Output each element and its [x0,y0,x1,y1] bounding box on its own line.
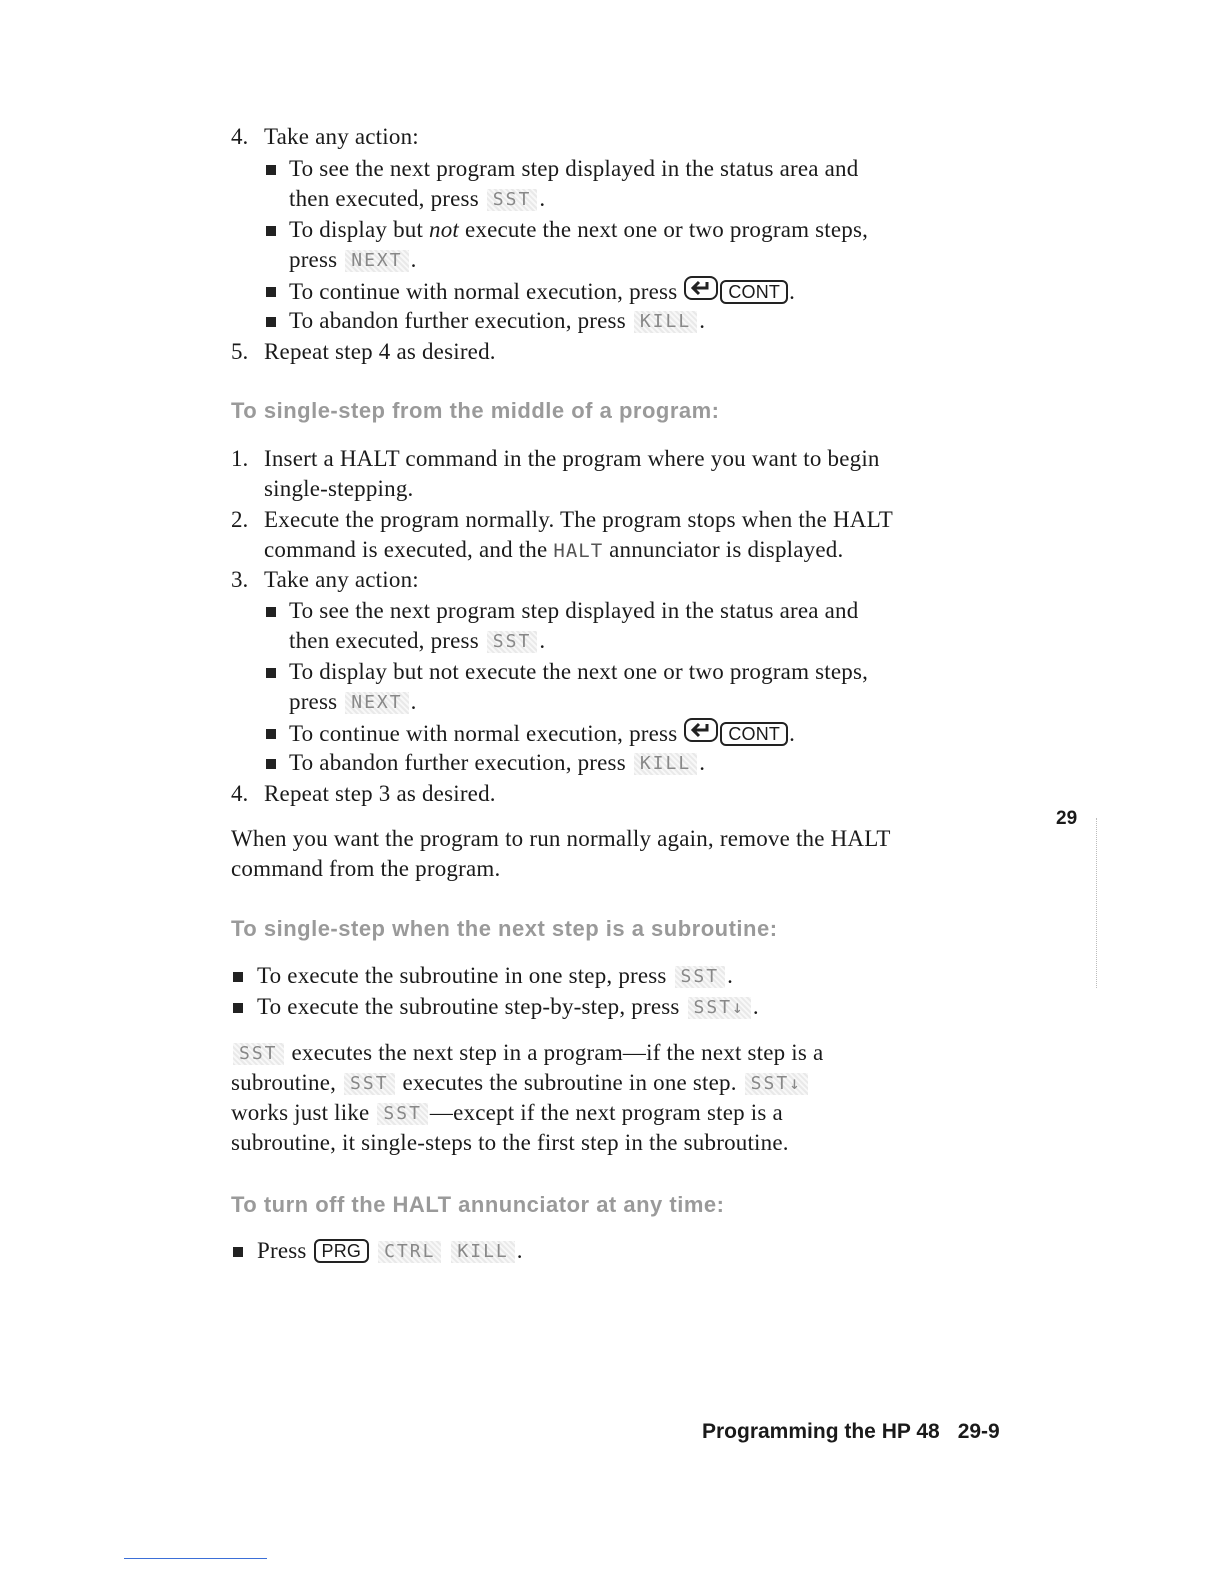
text-run: To abandon further execution, press [289,750,626,775]
bullet-icon [233,1003,243,1013]
step-number: 4. [231,781,249,806]
text-run: then executed, press [289,186,479,211]
bullet-text: To display but not execute the next one or two program steps, [289,659,869,684]
text-run: press [289,689,338,714]
bullet-text: To see the next program step displayed in the status area and [289,156,859,181]
page-number: 29-9 [957,1420,1000,1443]
step-text: Repeat step 3 as desired. [264,781,496,806]
chapter-tab: 29 [1056,808,1078,829]
left-shift-key-icon [684,718,718,742]
bullet-icon [266,165,276,175]
bullet-icon [266,729,276,739]
bullet-text: To abandon further execution, press KILL . [289,308,706,333]
step-text: Execute the program normally. The program stops when the HALT [264,507,893,532]
text-run: press [289,247,338,272]
text-run: —except if the next program step is a [429,1100,783,1125]
next-softkey: NEXT [345,250,408,272]
bullet-text: To continue with normal execution, press CONT . [289,718,795,749]
step-text: Repeat step 4 as desired. [264,339,496,364]
sst-softkey: SST [487,189,538,211]
chapter-tab-bar [1096,818,1098,988]
step-text-cont [264,535,843,566]
step-text: Take any action: [264,567,419,592]
kill-softkey: KILL [634,753,697,775]
bullet-text: To execute the subroutine in one step, press SST . [257,963,734,988]
step-number: 4. [231,124,249,149]
text-run: execute the next one or two program steps, [464,217,869,242]
bullet-text-cont: then executed, press SST . [289,186,546,211]
next-softkey: NEXT [345,692,408,714]
bullet-text-cont: press NEXT . [289,247,417,272]
sst-down-softkey: SST↓ [688,997,751,1019]
paragraph-line [231,1038,823,1068]
ctrl-softkey: CTRL [378,1241,441,1263]
bullet-text-cont: press NEXT . [289,689,417,714]
page-footer [702,1420,1000,1444]
text-run: executes the subroutine in one step. [402,1070,737,1095]
cont-key: CONT [720,280,788,304]
kill-softkey: KILL [634,311,697,333]
text-run: works just like [231,1100,370,1125]
sst-softkey: SST [344,1073,395,1095]
text-run: To execute the subroutine in one step, press [257,963,667,988]
bullet-icon [266,668,276,678]
text-run: command is executed, and the [264,537,548,562]
sst-softkey: SST [487,631,538,653]
step-number: 2. [231,507,249,532]
step-text: Take any action: [264,124,419,149]
bullet-icon [266,287,276,297]
text-run: To display but [289,217,424,242]
text-run: executes the next step in a program—if the next step is a [291,1040,824,1065]
footer-title: Programming the HP 48 [702,1420,940,1443]
sst-down-softkey: SST↓ [745,1073,808,1095]
bullet-text: To execute the subroutine step-by-step, press SST↓ . [257,994,759,1019]
emphasis: not [429,217,460,242]
section-heading: To single-step from the middle of a program: [231,398,720,423]
text-run: Press [257,1238,307,1263]
cont-key: CONT [720,722,788,746]
step-number: 3. [231,567,249,592]
bullet-icon [233,972,243,982]
text-run: subroutine, [231,1070,337,1095]
bullet-text: Press PRG CTRL KILL . [257,1238,523,1263]
step-text: Insert a HALT command in the program where you want to begin [264,446,880,471]
text-run: annunciator is displayed. [609,537,844,562]
sst-softkey: SST [675,966,726,988]
sst-softkey: SST [377,1103,428,1125]
text-run: To continue with normal execution, press [289,279,678,304]
paragraph-line: When you want the program to run normally again, remove the HALT [231,826,891,851]
section-heading: To turn off the HALT annunciator at any time: [231,1192,725,1217]
text-run: then executed, press [289,628,479,653]
step-text-cont: single-stepping. [264,476,414,501]
bullet-text [289,215,868,245]
divider [124,1558,267,1559]
bullet-text-cont: then executed, press SST . [289,628,546,653]
paragraph-line: subroutine, it single-steps to the first step in the subroutine. [231,1130,789,1155]
bullet-text: To see the next program step displayed in the status area and [289,598,859,623]
bullet-icon [266,317,276,327]
bullet-text: To continue with normal execution, press CONT . [289,276,795,307]
left-shift-key-icon [684,276,718,300]
bullet-icon [266,759,276,769]
kill-softkey: KILL [451,1241,514,1263]
bullet-text: To abandon further execution, press KILL . [289,750,706,775]
bullet-icon [233,1247,243,1257]
text-run: To abandon further execution, press [289,308,626,333]
text-run: To continue with normal execution, press [289,721,678,746]
bullet-icon [266,226,276,236]
section-heading: To single-step when the next step is a subroutine: [231,916,778,941]
text-run: To execute the subroutine step-by-step, press [257,994,680,1019]
bullet-icon [266,607,276,617]
halt-annunciator: HALT [553,540,604,562]
step-number: 5. [231,339,249,364]
paragraph-line [231,1098,783,1128]
paragraph-line: command from the program. [231,856,501,881]
step-number: 1. [231,446,249,471]
paragraph-line [231,1068,810,1098]
sst-softkey: SST [233,1043,284,1065]
prg-key: PRG [314,1239,370,1263]
